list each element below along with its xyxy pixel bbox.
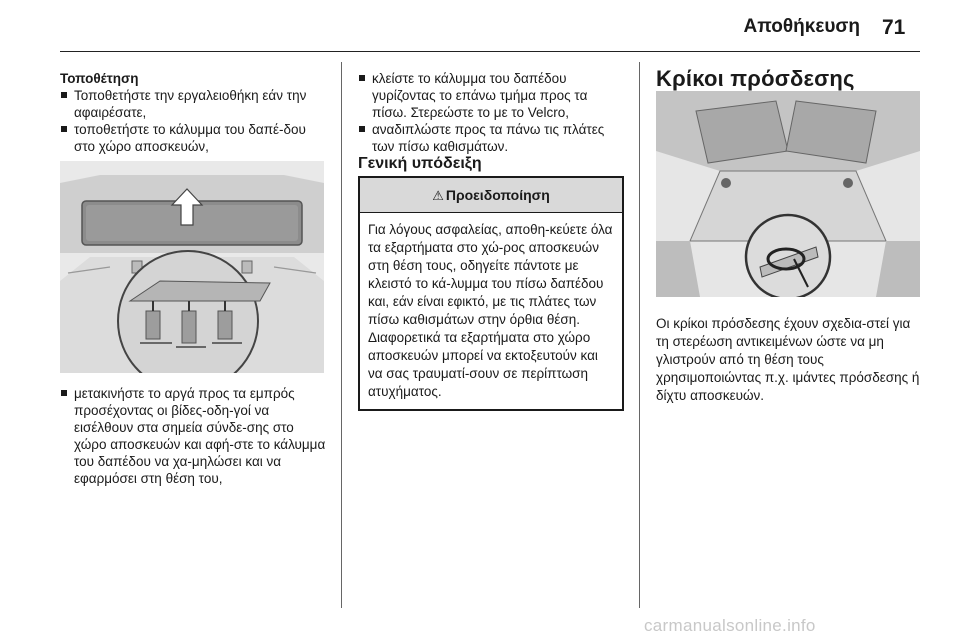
column-divider-2 [639,62,640,608]
watermark: carmanualsonline.info [644,616,816,635]
bullet-item: μετακινήστε το αργά προς τα εμπρός προσέχοντας οι βίδες-οδη-γοί να εισέλθουν στα σημεία σύνδε-σης στο χώρο αποσκευών και αφή-στε το κάλυμμα του δαπέδου να χα-μηλώσει και να εφαρμόσει στη θέση του, [60,385,328,487]
header-rule [60,51,920,52]
section-heading-general-note: Γενική υπόδειξη [358,155,482,172]
heading-tie-down-rings: Κρίκοι πρόσδεσης [656,66,855,91]
warning-header [360,178,622,213]
bullet-item: τοποθετήστε το κάλυμμα του δαπέ-δου στο χώρο αποσκευών, [60,121,328,155]
warning-triangle-icon: ⚠ [432,188,444,203]
column-divider-1 [341,62,342,608]
page-header-title: Αποθήκευση [743,16,860,37]
trunk-floor-cover-illustration [60,161,324,373]
bullet-item: Τοποθετήστε την εργαλειοθήκη εάν την αφαιρέσατε, [60,87,328,121]
tie-down-rings-text: Οι κρίκοι πρόσδεσης έχουν σχεδια-στεί για τη στερέωση αντικειμένων ώστε να μη γλιστρούν από τη θέση τους χρησιμοποιώντας π.χ. ιμάντες πρόσδεσης ή δίχτυ αποσκευών. [656,316,920,403]
figure-tie-down-rings [656,91,920,297]
page-number: 71 [882,16,906,39]
bullet-item: αναδιπλώστε προς τα πάνω τις πλάτες των πίσω καθισμάτων. [358,121,624,155]
tie-down-ring-illustration [656,91,920,297]
figure-trunk-floor-cover [60,161,324,373]
column-1 [60,70,328,487]
warning-box [358,176,624,411]
bullet-item: κλείστε το κάλυμμα του δαπέδου γυρίζοντας το επάνω τμήμα προς τα πίσω. Στερεώστε το με το Velcro, [358,70,624,121]
subheading-installation: Τοποθέτηση [60,71,139,86]
warning-title: Προειδοποίηση [445,187,550,203]
column-3 [656,66,922,405]
warning-text: Για λόγους ασφαλείας, αποθη-κεύετε όλα τα εξαρτήματα στο χώ-ρος αποσκευών στη θέση τους, οδηγείτε πάντοτε με κλειστό το κά-λυμμα του πίσω δαπέδου και, εάν είναι εφικτό, με τις πλάτες των πίσω καθισμάτων στην όρθια θέση. Διαφορετικά τα εξαρτήματα στο χώρο αποσκευών μπορεί να εκτοξευτούν και να σας τραυματί-σουν σε περίπτωση ατυχήματος. [368,222,613,399]
column-2 [358,70,624,411]
